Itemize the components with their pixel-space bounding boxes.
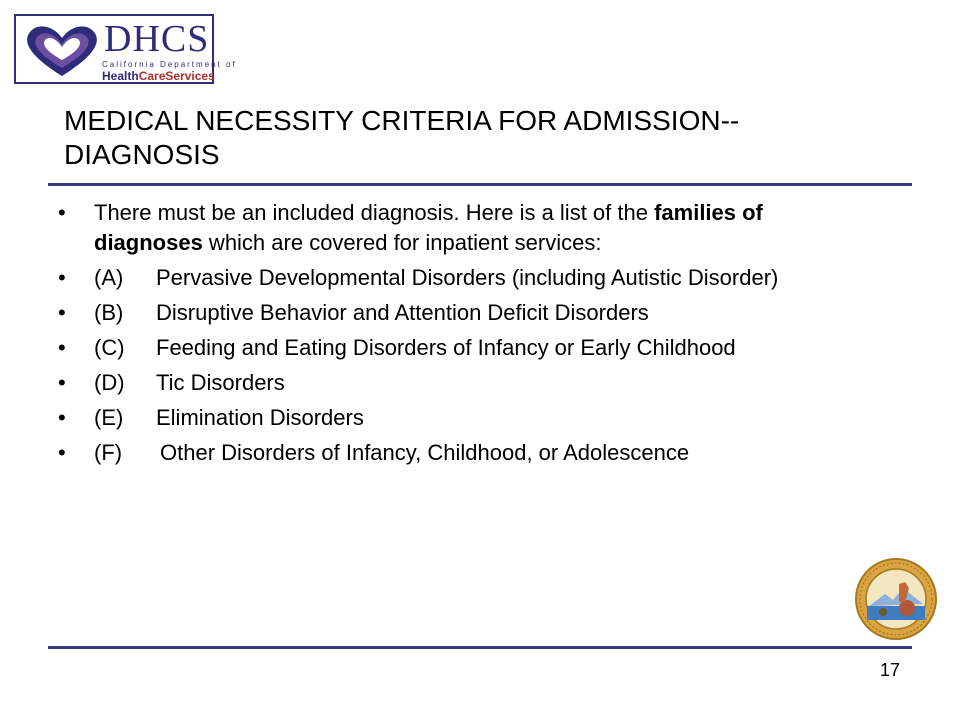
logo-subtitle: California Department of [102,60,237,69]
logo-tagline-health: Health [102,69,139,83]
item-letter: • (B) [94,300,124,325]
item-letter: • (A) [94,265,124,290]
list-item [58,298,838,328]
list-item [58,438,838,468]
list-item [58,368,838,398]
item-letter: • (C) [94,335,125,360]
title-divider [48,183,912,186]
item-letter: • (F) [94,440,123,465]
list-item [58,263,838,293]
item-text: Other Disorders of Infancy, Childhood, or Adolescence [160,440,690,465]
item-letter: • (D) [94,370,125,395]
item-letter: • (E) [94,405,124,430]
item-text: Elimination Disorders [156,405,364,430]
item-text: Tic Disorders [156,370,285,395]
dhcs-logo [14,14,237,84]
item-text: Feeding and Eating Disorders of Infancy or Early Childhood [156,335,736,360]
intro-before: There must be an included diagnosis. Here is a list of the [94,200,655,225]
list-item [58,403,838,433]
logo-tagline-services: CareServices [138,69,215,83]
heart-hands-icon [20,22,104,80]
page-number: 17 [880,660,901,680]
list-item-intro [58,198,838,258]
slide-title: MEDICAL NECESSITY CRITERIA FOR ADMISSION--DIAGNOSIS [64,105,740,170]
item-text: Pervasive Developmental Disorders (including Autistic Disorder) [156,265,779,290]
list-item [58,333,838,363]
item-text: Disruptive Behavior and Attention Deficit Disorders [156,300,649,325]
intro-text [94,198,838,258]
logo-tagline [102,69,215,83]
diagnosis-list [58,198,838,473]
logo-wordmark: DHCS [104,18,210,60]
intro-bold: families of diagnoses [94,200,763,255]
intro-after: which are covered for inpatient services: [202,230,602,255]
california-state-seal-icon [855,558,937,640]
footer-divider [48,646,912,649]
